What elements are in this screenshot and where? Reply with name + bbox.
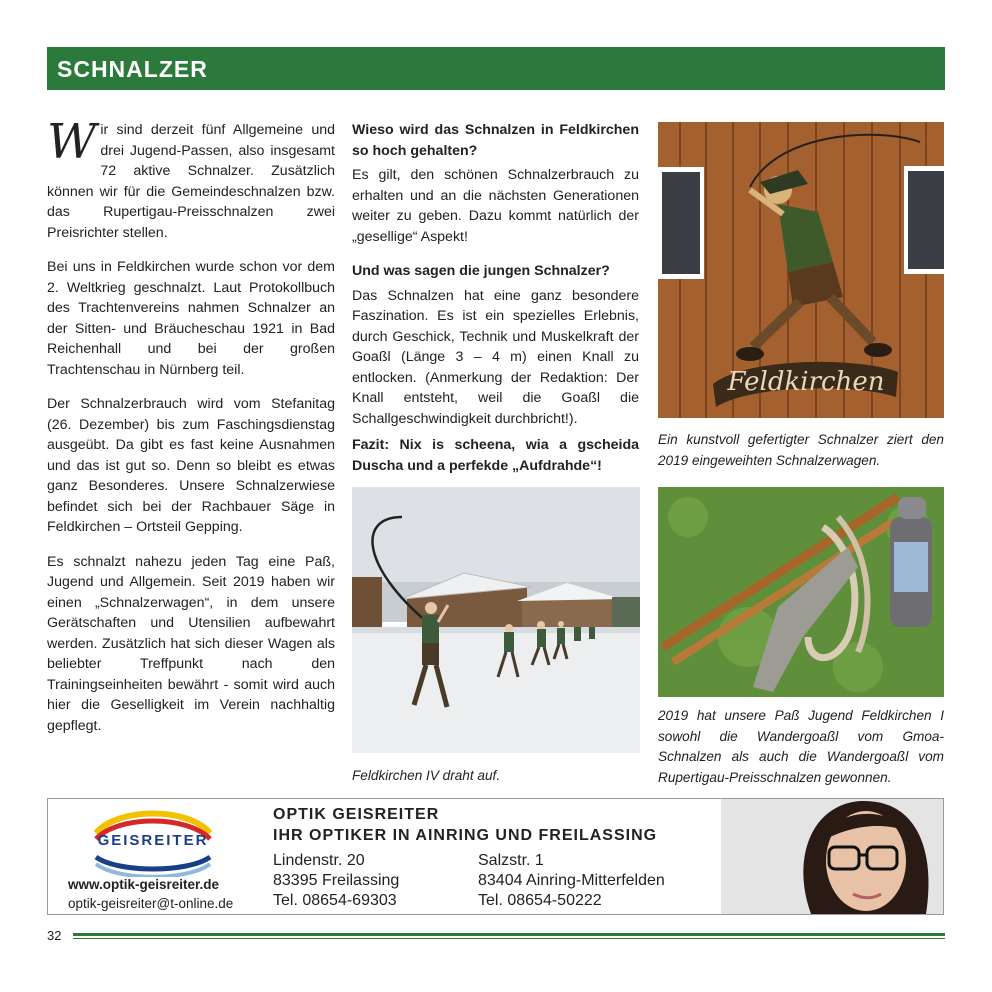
section-header bbox=[47, 47, 945, 90]
ad-subheadline: IHR OPTIKER IN AINRING UND FREILASSING bbox=[273, 827, 658, 844]
advertisement-box bbox=[47, 798, 944, 915]
drop-cap: W bbox=[47, 114, 97, 170]
caption-whips-photo: 2019 hat unsere Paß Jugend Feldkirchen I sowohl die Wandergoaßl vom Gmoa-Schnalzen als auch die Wandergoaßl vom Rupertigau-Preisschnalzen gewonnen. bbox=[658, 708, 944, 785]
answer-1: Es gilt, den schönen Schnalzerbrauch zu erhalten und an die nächsten Generationen weiter zu geben. Dazu kommt natürlich der „gesellige“ Aspekt! bbox=[352, 167, 639, 245]
caption-sign-photo: Ein kunstvoll gefertigter Schnalzer ziert den 2019 eingeweihten Schnalzerwagen. bbox=[658, 432, 944, 468]
ad-headline: OPTIK GEISREITER bbox=[273, 806, 440, 823]
conclusion: Fazit: Nix is scheena, wia a gscheida Duscha und a perfekde „Aufdrahde“! bbox=[352, 437, 639, 474]
address-city: 83404 Ainring-Mitterfelden bbox=[478, 872, 665, 889]
page-number: 32 bbox=[47, 928, 62, 943]
section-title: SCHNALZER bbox=[57, 56, 208, 82]
answer-2: Das Schnalzen hat eine ganz besondere Faszination. Es ist ein spezielles Erlebnis, durch Geschick, Technik und Muskelkraft der Goaßl (Länge 3 – 4 m) einen Knall zu entlocken. (Anmerkung der Redaktion: Der Knall entsteht, weil die Goaßl die Schallgeschwindigkeit durchbricht!). bbox=[352, 287, 639, 427]
address-city: 83395 Freilassing bbox=[273, 872, 400, 889]
ad-website-link[interactable]: www.optik-geisreiter.de bbox=[68, 877, 220, 892]
footer-rule-thin bbox=[73, 938, 945, 939]
question-2: Und was sagen die jungen Schnalzer? bbox=[352, 263, 610, 279]
optician-logo bbox=[88, 807, 218, 877]
question-1: Wieso wird das Schnalzen in Feldkirchen so hoch gehalten? bbox=[352, 122, 639, 159]
logo-wordmark: GEISREITER bbox=[97, 832, 209, 849]
photo-snow-whipcracking bbox=[352, 487, 640, 753]
address-phone: Tel. 08654-50222 bbox=[478, 892, 602, 909]
photo-whips-trophies bbox=[658, 487, 944, 697]
address-street: Salzstr. 1 bbox=[478, 852, 544, 869]
photo-wooden-sign bbox=[658, 122, 944, 418]
paragraph-season: Der Schnalzerbrauch wird vom Stefanitag (26. Dezember) bis zum Faschingsdienstag ausgeübt. Da gibt es fast keine Ausnahmen und das ist gut so. Denn so bleibt es etwas ganz Besonderes. Unsere Schnalzerwiese befindet sich bei der Rachbauer Säge in Feldkirchen – Ortsteil Gepping. bbox=[47, 396, 335, 535]
address-phone: Tel. 08654-69303 bbox=[273, 892, 397, 909]
paragraph-wagon: Es schnalzt nahezu jeden Tag eine Paß, Jugend und Allgemein. Seit 2019 haben wir einen „Schnalzerwagen“, in dem unsere Gerätschaften und Utensilien aufbewahrt werden. Zusätzlich hat sich dieser Wagen als beliebter Treffpunkt nach den Trainingseinheiten bewährt - somit wird auch hier die Geselligkeit im Verein nachhaltig gepflegt. bbox=[47, 553, 335, 734]
ad-address-ainring bbox=[478, 851, 665, 911]
ad-address-freilassing bbox=[273, 851, 399, 911]
article-column-1 bbox=[47, 114, 335, 750]
paragraph-intro: Wir sind derzeit fünf Allgemeine und drei Jugend-Passen, also insgesamt 72 aktive Schnalzer. Zusätzlich können wir für die Gemeindeschnalzen bzw. das Rupertigau-Preisschnalzen zwei Preisrichter stellen. bbox=[47, 114, 335, 241]
ad-email-link[interactable]: optik-geisreiter@t-online.de bbox=[68, 896, 234, 911]
sign-lettering: Feldkirchen bbox=[727, 367, 885, 397]
address-street: Lindenstr. 20 bbox=[273, 852, 365, 869]
ad-portrait-photo bbox=[721, 799, 943, 914]
caption-snow-photo: Feldkirchen IV draht auf. bbox=[352, 768, 501, 783]
paragraph-history: Bei uns in Feldkirchen wurde schon vor dem 2. Weltkrieg geschnalzt. Laut Protokollbuch des Trachtenvereins nahmen Schnalzer an der Sitten- und Bräucheschau 1921 in Bad Reichenhall und bei der großen Trachtenschau in Nürnberg teil. bbox=[47, 259, 335, 378]
footer-rule bbox=[73, 933, 945, 936]
article-column-2 bbox=[352, 120, 639, 490]
